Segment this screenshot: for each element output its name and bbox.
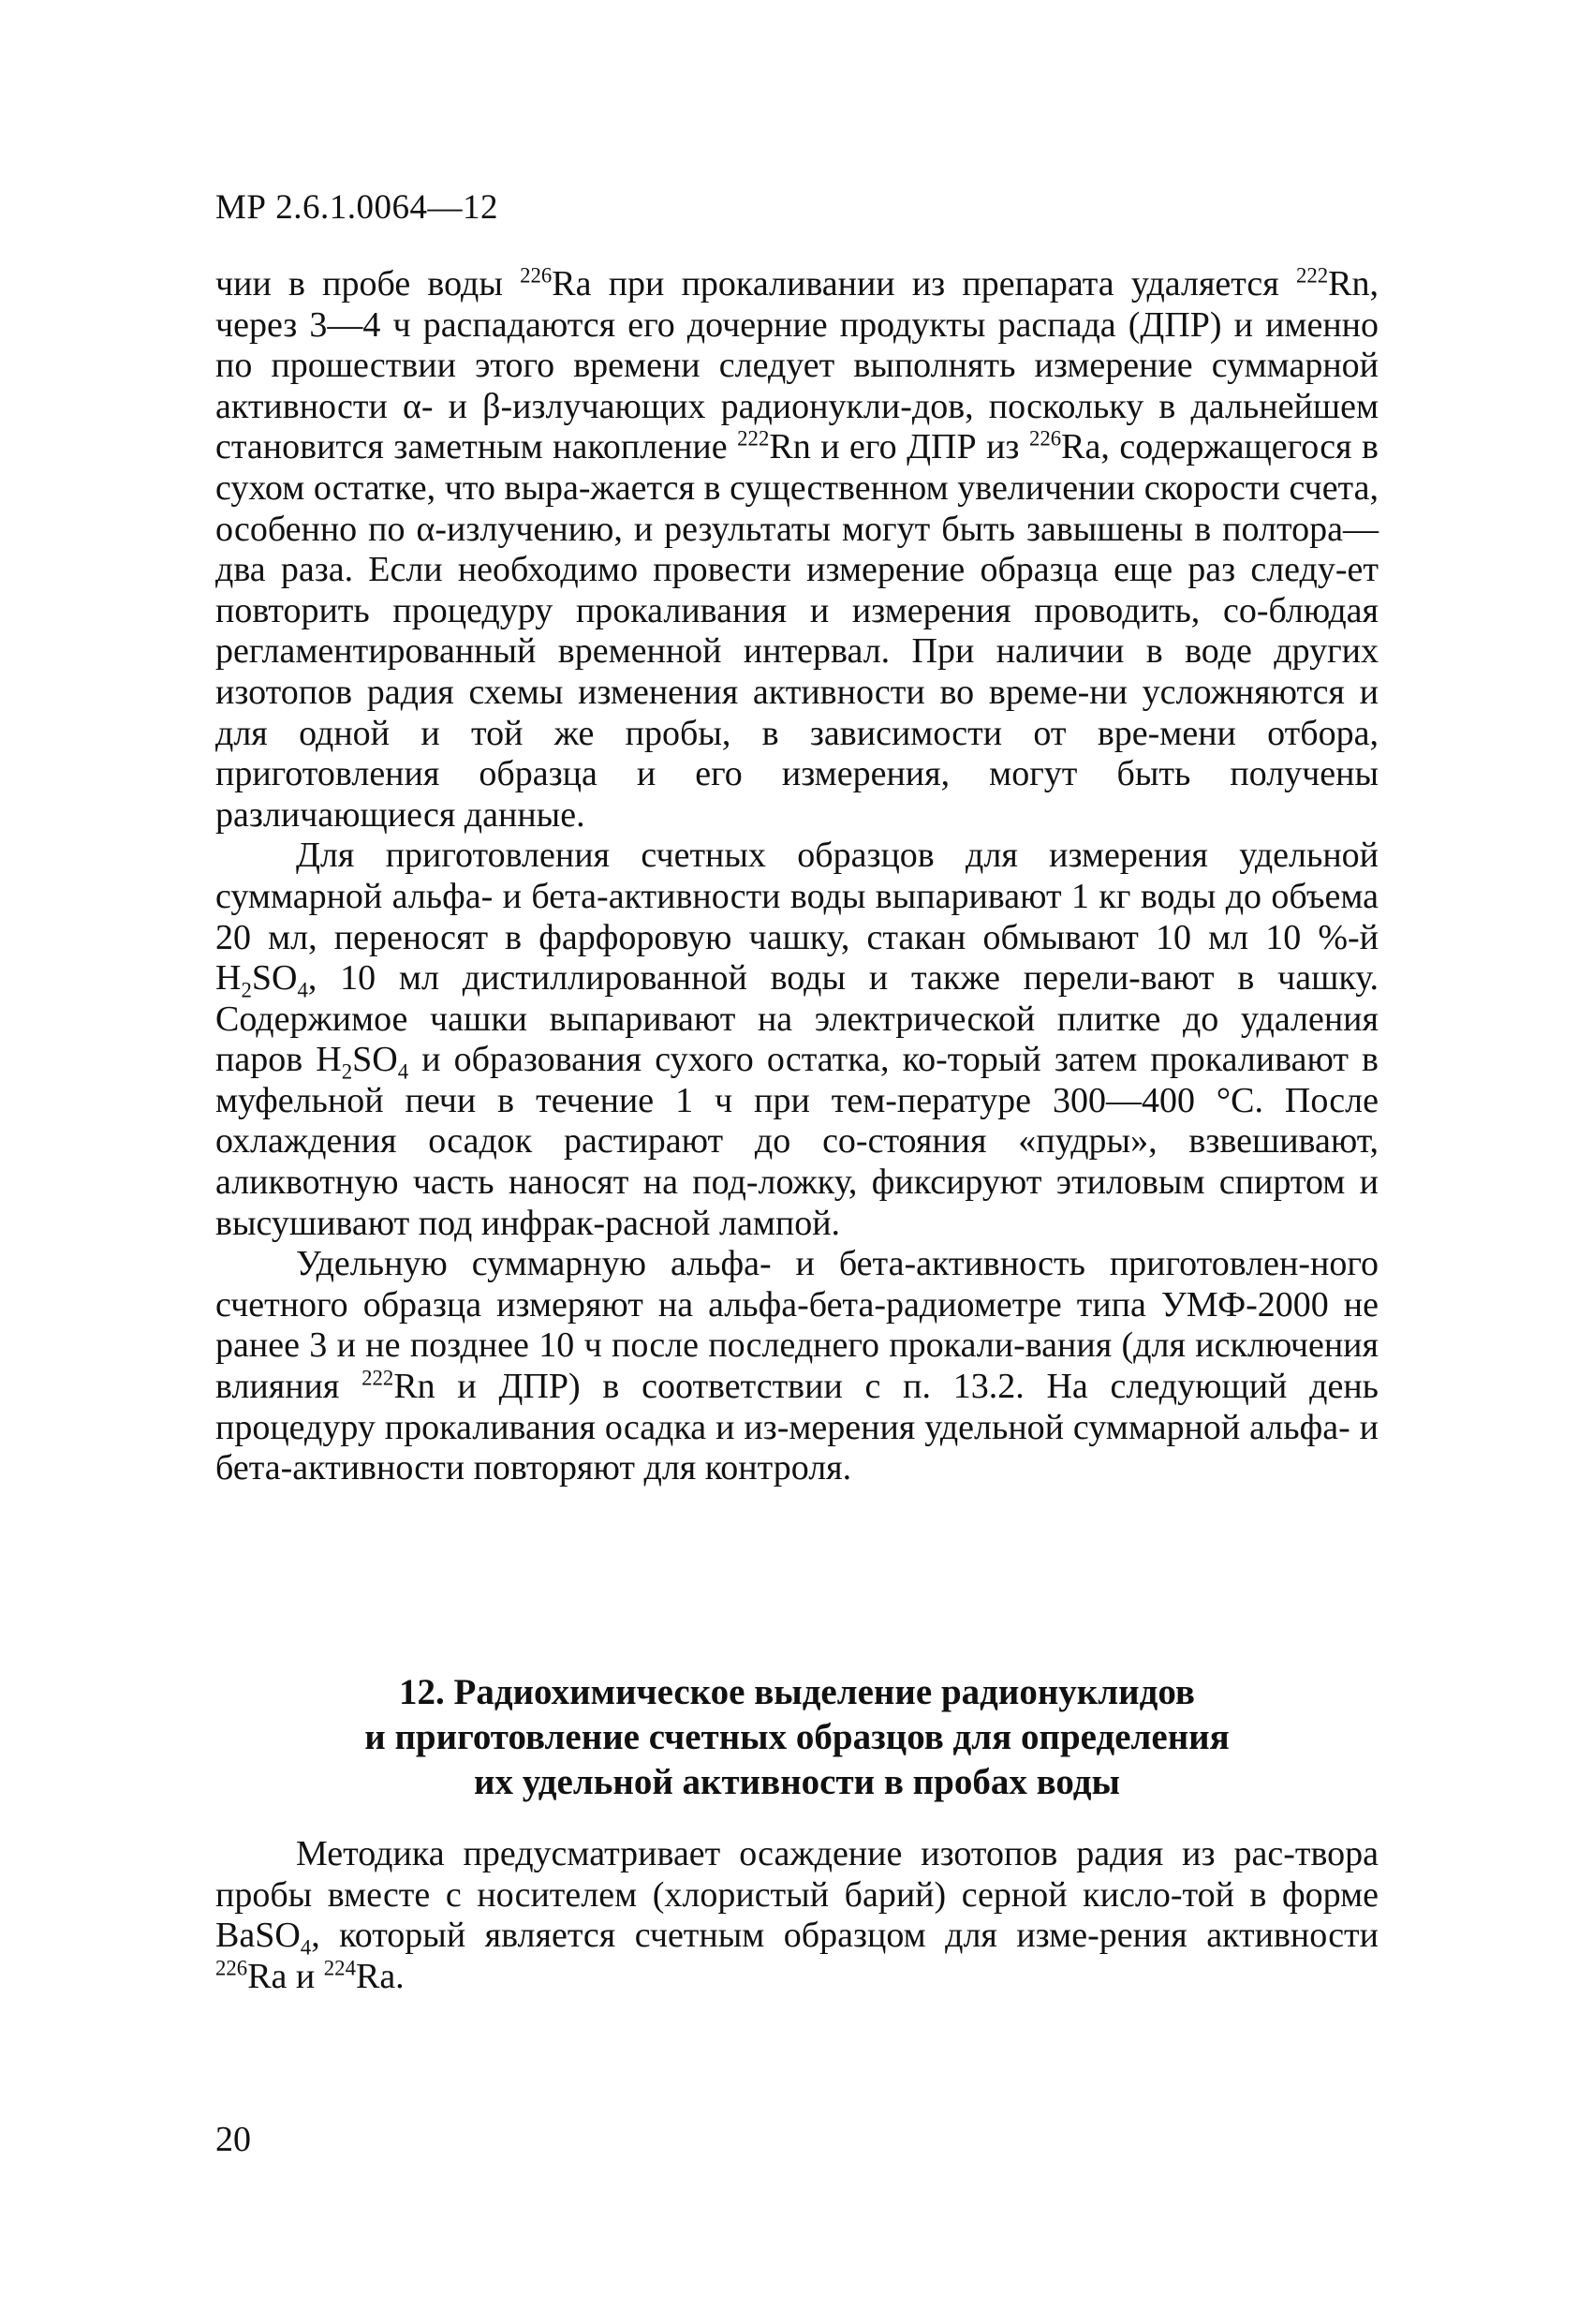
text-run: , 10 мл дистиллированной воды и также перели-вают в чашку. Содержимое чашки выпаривают на электрической плитке до удаления паров H xyxy=(215,958,1379,1080)
isotope-superscript: 226 xyxy=(1028,426,1062,451)
text-run: Ra и xyxy=(247,1956,324,1996)
isotope-superscript: 224 xyxy=(323,1956,356,1980)
formula-subscript: 4 xyxy=(300,1935,312,1960)
text-run: Rn и его ДПР из xyxy=(769,427,1029,467)
main-text-block xyxy=(215,264,1379,1489)
text-run: Rn и ДПР) в соответствии с п. 13.2. На следующий день процедуру прокаливания осадка и из-мерения удельной суммарной альфа- и бета-активности повторяют для контроля. xyxy=(215,1367,1379,1488)
text-run: Ra при прокаливании из препарата удаляется xyxy=(552,264,1296,303)
text-run: и образования сухого остатка, ко-торый затем прокаливают в муфельной печи в течение 1 ч при тем-пературе 300—400 °С. После охлаждения осадок растирают до со-стояния «пудры», взвешивают, аликвотную часть наносят на под-ложку, фиксируют этиловым спиртом и высушивают под инфрак-расной лампой. xyxy=(215,1040,1379,1243)
paragraph-method xyxy=(215,1834,1379,1997)
isotope-superscript: 222 xyxy=(737,426,770,451)
isotope-superscript: 222 xyxy=(1295,263,1329,288)
isotope-superscript: 226 xyxy=(520,263,553,288)
formula-subscript: 2 xyxy=(241,978,252,1002)
paragraph-sample-preparation xyxy=(215,836,1379,1244)
formula-subscript: 4 xyxy=(297,978,308,1002)
document-code-header: МР 2.6.1.0064—12 xyxy=(215,188,498,227)
text-run: , который является счетным образцом для изме-рения активности xyxy=(311,1916,1379,1956)
text-run: Для приготовления счетных образцов для измерения удельной суммарной альфа- и бета-активности воды выпаривают 1 кг воды до объема 20 мл, переносят в фарфоровую чашку, стакан обмывают 10 мл 10 %-й H xyxy=(215,836,1379,999)
text-run: SO xyxy=(251,958,298,999)
text-run: Ra, содержащегося в сухом остатке, что выра-жается в существенном увеличении скорости счета, особенно по α-излучению, и результаты могут быть завышены в полтора—два раза. Если необходимо провести измерение образца еще раз следу-ет повторить процедуру прокаливания и измерения проводить, со-блюдая регламентированный временной интервал. При наличии в воде других изотопов радия схемы изменения активности во време-ни усложняются и для одной и той же пробы, в зависимости от вре-мени отбора, приготовления образца и его измерения, могут быть получены различающиеся данные. xyxy=(215,427,1379,835)
text-run: Rn, через 3—4 ч распадаются его дочерние продукты распада (ДПР) и именно по прошествии этого времени следует выполнять измерение суммарной активности α- и β-излучающих радионукли-дов, поскольку в дальнейшем становится заметным накопление xyxy=(215,264,1379,467)
isotope-superscript: 222 xyxy=(361,1366,394,1390)
text-run: Удельную суммарную альфа- и бета-активность приготовлен-ного счетного образца измеряют на альфа-бета-радиометре типа УМФ-2000 не ранее 3 и не позднее 10 ч после последнего прокали-вания (для исключения влияния xyxy=(215,1244,1379,1407)
formula-subscript: 4 xyxy=(397,1059,409,1084)
section-heading-line: их удельной активности в пробах воды xyxy=(474,1762,1120,1802)
section-heading xyxy=(215,1670,1379,1805)
paragraph-continuation xyxy=(215,264,1379,836)
section-text-block xyxy=(215,1834,1379,1997)
section-heading-line: и приготовление счетных образцов для определения xyxy=(364,1717,1230,1757)
text-run: Методика предусматривает осаждение изотопов радия из рас-твора пробы вместе с носителем (хлористый барий) серной кисло-той в форме BaSO xyxy=(215,1834,1379,1956)
text-run: SO xyxy=(352,1040,398,1080)
section-heading-line: 12. Радиохимическое выделение радионуклидов xyxy=(399,1672,1195,1712)
paragraph-measurement xyxy=(215,1244,1379,1489)
page-number: 20 xyxy=(215,2120,251,2159)
isotope-superscript: 226 xyxy=(215,1956,248,1980)
text-run: Ra. xyxy=(355,1956,405,1996)
formula-subscript: 2 xyxy=(341,1059,353,1084)
text-run: чии в пробе воды xyxy=(215,264,521,303)
